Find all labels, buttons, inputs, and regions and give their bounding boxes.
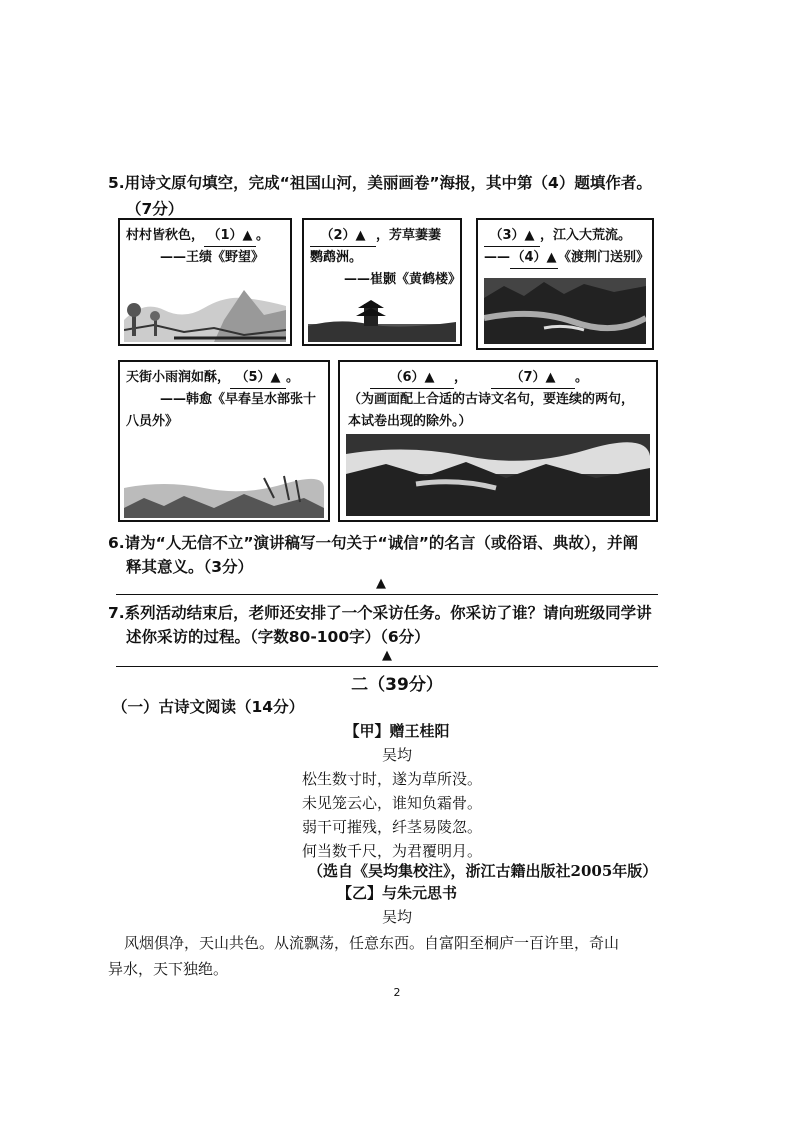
page-number: 2	[393, 986, 401, 999]
panel3-author: 《渡荆门送别》	[558, 250, 650, 265]
yi-title: 【乙】与朱元思书	[336, 884, 457, 902]
jia-line-1: 松生数寸时，遂为草所没。	[302, 770, 483, 788]
q7-answer-line[interactable]	[116, 666, 658, 667]
yi-line-2: 异水，天下独绝。	[108, 960, 229, 978]
blank-1[interactable]: （1）▲	[204, 226, 256, 247]
yi-author: 吴均	[381, 908, 412, 926]
poster-panel-2: （2）▲ ，芳草萋萋 鹦鹉洲。 ——崔颢《黄鹤楼》	[302, 218, 462, 346]
jia-line-3: 弱干可摧残，纤茎易陵忽。	[302, 818, 483, 836]
sub1-title: （一）古诗文阅读（14分）	[112, 698, 305, 716]
section2-title: 二（39分）	[351, 675, 443, 695]
blank-5[interactable]: （5）▲	[230, 368, 286, 389]
yellow-crane-tower-image	[308, 298, 456, 342]
q7-answer-marker: ▲	[382, 648, 392, 663]
jia-source: （选自《吴均集校注》，浙江古籍出版社2005年版）	[308, 862, 658, 880]
poster-panel-5: （6）▲ ， （7）▲ 。 （为画面配上合适的古诗文名句，要连续的两句， 本试卷出现的除外。）	[338, 360, 658, 522]
jia-author: 吴均	[381, 746, 412, 764]
q7-prompt-line2: 述你采访的过程。（字数80-100字）（6分）	[126, 628, 430, 646]
spring-rain-image	[124, 458, 324, 518]
panel1-author: ——王绩《野望》	[160, 250, 265, 265]
q7-prompt-line1: 7.系列活动结束后，老师还安排了一个采访任务。你采访了谁？请向班级同学讲	[108, 604, 652, 622]
q6-answer-marker: ▲	[376, 576, 386, 591]
landscape-image-1	[124, 280, 286, 342]
panel4-author-line1: ——韩愈《早春呈水部张十	[160, 392, 317, 407]
panel1-text: 村村皆秋色，	[126, 228, 205, 243]
blank-7[interactable]: （7）▲	[491, 368, 575, 389]
blank-4[interactable]: （4）▲	[510, 248, 558, 269]
panel2-text: 鹦鹉洲。	[310, 250, 363, 265]
poster-panel-3: （3）▲ ，江入大荒流。 ——（4）▲《渡荆门送别》	[476, 218, 654, 350]
poster-panel-1: 村村皆秋色， （1）▲ 。 ——王绩《野望》	[118, 218, 292, 346]
jia-line-2: 未见笼云心，谁知负霜骨。	[302, 794, 483, 812]
sea-of-clouds-image	[346, 434, 650, 516]
q5-prompt: 5.用诗文原句填空，完成“祖国山河，美丽画卷”海报，其中第（4）题填作者。	[108, 174, 652, 192]
panel5-note-line2: 本试卷出现的除外。）	[348, 414, 472, 429]
q5-score: （7分）	[126, 200, 184, 218]
poster-panel-4: 天街小雨润如酥， （5）▲ 。 ——韩愈《早春呈水部张十 八员外》	[118, 360, 330, 522]
q6-prompt-line2: 释其意义。（3分）	[126, 558, 254, 576]
blank-2[interactable]: （2）▲	[310, 226, 376, 247]
blank-3[interactable]: （3）▲	[484, 226, 540, 247]
yi-line-1: 风烟俱净，天山共色。从流飘荡，任意东西。自富阳至桐庐一百许里，奇山	[124, 934, 620, 952]
jia-line-4: 何当数千尺，为君覆明月。	[302, 842, 483, 860]
blank-6[interactable]: （6）▲	[370, 368, 454, 389]
panel4-author-line2: 八员外》	[126, 414, 179, 429]
jia-title: 【甲】赠王桂阳	[344, 722, 450, 740]
panel5-note-line1: （为画面配上合适的古诗文名句，要连续的两句，	[348, 392, 635, 407]
q6-answer-line[interactable]	[116, 594, 658, 595]
panel4-text: 天街小雨润如酥，	[126, 370, 231, 385]
river-mountain-image	[484, 278, 646, 344]
panel2-author: ——崔颢《黄鹤楼》	[344, 272, 462, 287]
q6-prompt-line1: 6.请为“人无信不立”演讲稿写一句关于“诚信”的名言（或俗语、典故），并阐	[108, 534, 639, 552]
